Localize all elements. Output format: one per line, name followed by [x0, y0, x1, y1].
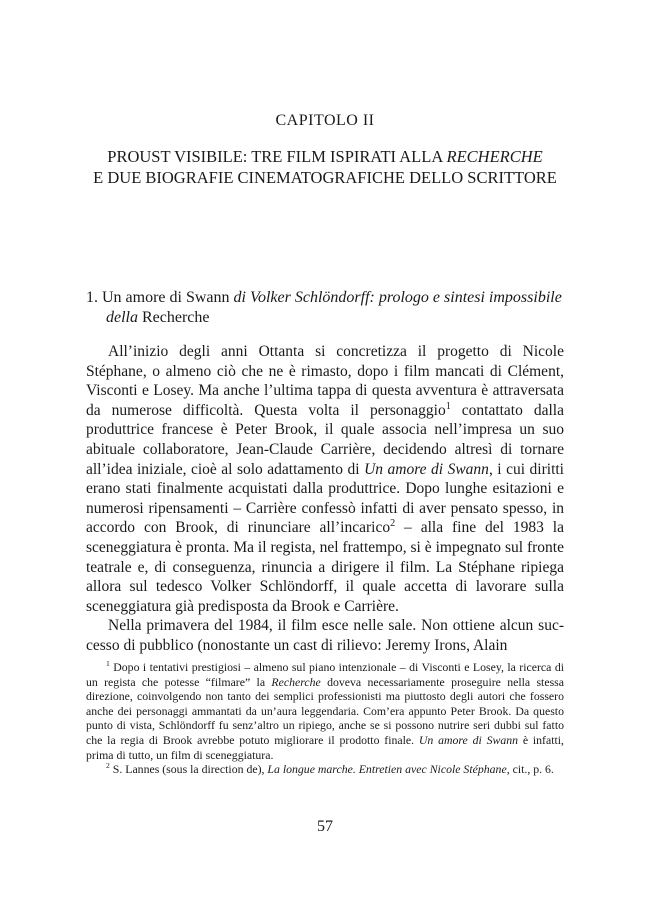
page-number: 57: [317, 818, 333, 835]
section-recherche: Recherche: [142, 309, 210, 326]
footnote-number: 2: [106, 761, 110, 771]
paragraph: Nella primavera del 1984, il film esce nelle sale. Non ottiene alcun successo di pubblico (nonostante un cast di rilievo: Jeremy Irons, Alain: [86, 617, 564, 654]
body-text: [86, 342, 564, 656]
chapter-title-line1: PROUST VISIBILE: TRE FILM ISPIRATI ALLA RECHERCHE: [107, 147, 543, 166]
chapter-title: [40, 146, 610, 188]
footnote-ref: 2: [390, 518, 396, 530]
section-film-title: Un amore di Swann: [102, 289, 230, 306]
chapter-heading: CAPITOLO II: [275, 112, 375, 129]
chapter-title-line2: E DUE BIOGRAFIE CINEMATOGRAFICHE DELLO SCRITTORE: [93, 168, 557, 187]
footnote: $^2$ S. Lannes (sous la direction de), La longue marche. Entretien avec Nicole Stéphane, cit., p. 6.: [106, 761, 554, 777]
paragraph: All’inizio degli anni Ottanta si concretizza il progetto di Nicole Stéphane, o almeno ciò che ne è rimasto, dopo i film mancati di Clément, Visconti e Losey. Ma anche l’ultima tappa di questa avventura è attraversata da numerose difficoltà. Questa volta il personaggio$^1$ contattato dalla produttrice francese è Peter Brook, il quale associa nell’impresa un suo abituale collaboratore, Jean-Claude Carrière, decidendo altresì di tornare all’idea iniziale, cioè al solo adattamento di Un amore di Swann, i cui diritti erano stati finalmente acquistati dalla produttrice. Dopo lunghe esitazioni e numerosi ripensamenti – Carrière confessò infatti di aver pensato spesso, in accordo con Brook, di rinunciare all’incarico$^2$ – alla fine del 1983 la sceneggiatura è pronta. Ma il regista, nel frattempo, si è impegnato sul fronte teatrale e, di conseguenza, rinuncia a dirigere il film. La Stéphane ripiega allora sul tedesco Volker Schlöndorff, il quale accetta di lavorare sulla sceneggiatura già predisposta da Brook e Carrière.: [86, 343, 564, 615]
footnote-ref: 1: [445, 400, 451, 412]
footnotes: [86, 660, 564, 777]
section-heading: [86, 288, 564, 328]
chapter-title-italic: RECHERCHE: [446, 147, 543, 166]
footnote: $^1$ Dopo i tentativi prestigiosi – almeno sul piano intenzionale – di Visconti e Losey, la ricerca di un regista che potesse “filmare” la Recherche doveva necessariamente proseguire nella stessa direzione, coinvolgendo non tanto dei semplici professionisti ma piuttosto degli autori che fossero anche dei personaggi ammantati da un’aura leggendaria. Com’era appunto Peter Brook. Da questo punto di vista, Schlöndorff fu senz’altro un ripiego, anche se si possono nutrire seri dubbi sul fatto che la regia di Brook avrebbe potuto migliorare il prodotto finale. Un amore di Swann è infatti, prima di tutto, un film di sceneggiatura.: [86, 659, 565, 762]
section-subtitle: di Volker Schlöndorff: prologo e sintesi impossibile della: [106, 289, 562, 326]
footnote-number: 1: [106, 659, 110, 669]
section-number: 1.: [86, 289, 98, 306]
